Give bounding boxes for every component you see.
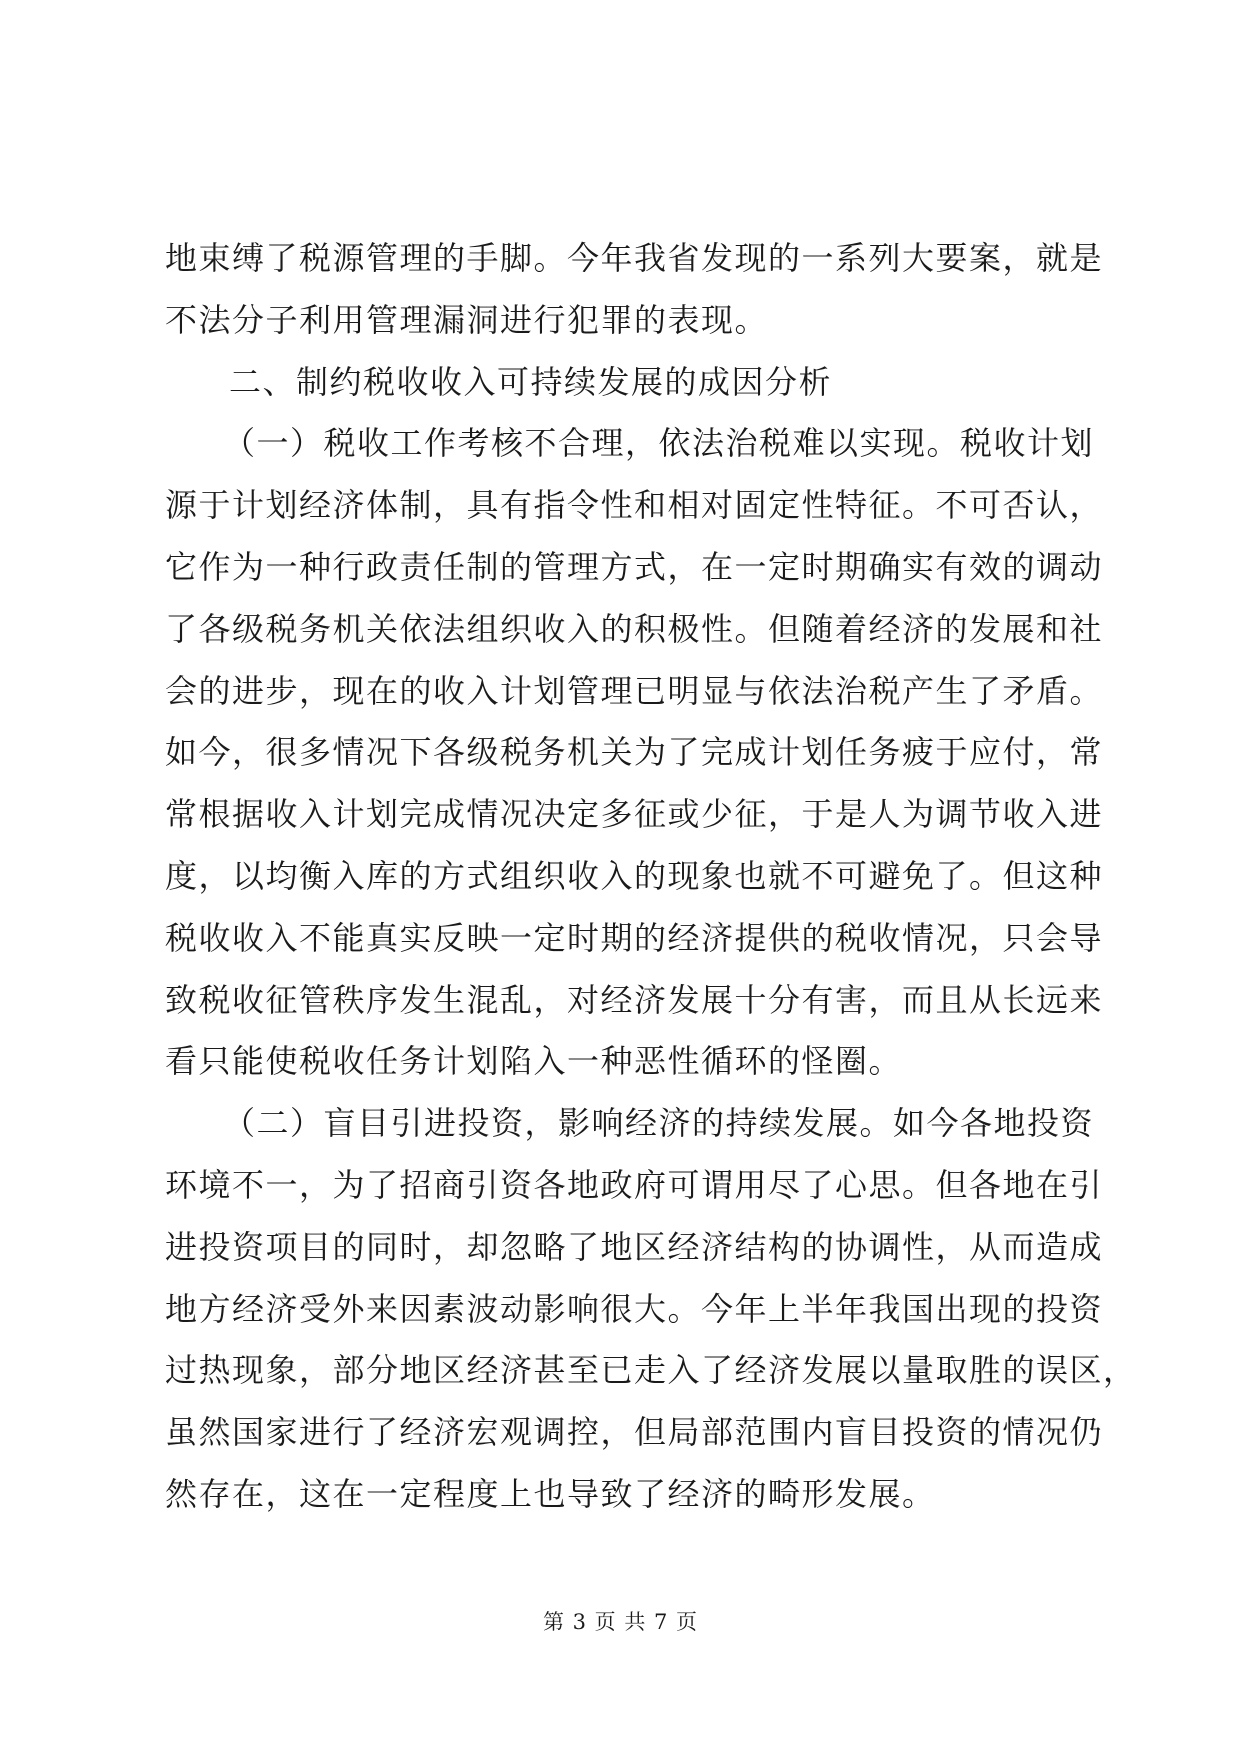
text-line: 地束缚了税源管理的手脚。今年我省发现的一系列大要案，就是: [165, 239, 1104, 277]
text-line: 环境不一，为了招商引资各地政府可谓用尽了心思。但各地在引: [165, 1165, 1104, 1204]
text-line: 进投资项目的同时，却忽略了地区经济结构的协调性，从而造成: [165, 1227, 1104, 1266]
subsection-heading-line: （一）税收工作考核不合理，依法治税难以实现。税收计划: [223, 424, 1095, 463]
text-line: 虽然国家进行了经济宏观调控，但局部范围内盲目投资的情况仍: [165, 1413, 1104, 1452]
section-heading: 二、制约税收收入可持续发展的成因分析: [229, 362, 833, 401]
text-line: 它作为一种行政责任制的管理方式，在一定时期确实有效的调动: [165, 547, 1104, 586]
text-line: 致税收征管秩序发生混乱，对经济发展十分有害，而且从长远来: [165, 980, 1104, 1019]
text-line: 税收收入不能真实反映一定时期的经济提供的税收情况，只会导: [165, 918, 1104, 957]
document-body: [165, 228, 1137, 1526]
text-line: 地方经济受外来因素波动影响很大。今年上半年我国出现的投资: [165, 1289, 1104, 1328]
text-line: 常根据收入计划完成情况决定多征或少征，于是人为调节收入进: [165, 795, 1104, 834]
subsection-heading-line: （二）盲目引进投资，影响经济的持续发展。如今各地投资: [223, 1104, 1095, 1143]
text-line: 然存在，这在一定程度上也导致了经济的畸形发展。: [165, 1474, 936, 1513]
text-line: 了各级税务机关依法组织收入的积极性。但随着经济的发展和社: [165, 609, 1104, 648]
text-line: 源于计划经济体制，具有指令性和相对固定性特征。不可否认，: [165, 486, 1104, 525]
page-number-footer: 第 3 页 共 7 页: [542, 1610, 699, 1634]
text-line: 如今，很多情况下各级税务机关为了完成计划任务疲于应付，常: [165, 733, 1104, 772]
text-line: 会的进步，现在的收入计划管理已明显与依法治税产生了矛盾。: [165, 671, 1104, 710]
text-line: 度，以均衡入库的方式组织收入的现象也就不可避免了。但这种: [165, 856, 1104, 895]
text-line: 过热现象，部分地区经济甚至已走入了经济发展以量取胜的误区，: [165, 1351, 1137, 1390]
text-line: 不法分子利用管理漏洞进行犯罪的表现。: [165, 300, 769, 339]
text-line: 看只能使税收任务计划陷入一种恶性循环的怪圈。: [165, 1042, 903, 1081]
